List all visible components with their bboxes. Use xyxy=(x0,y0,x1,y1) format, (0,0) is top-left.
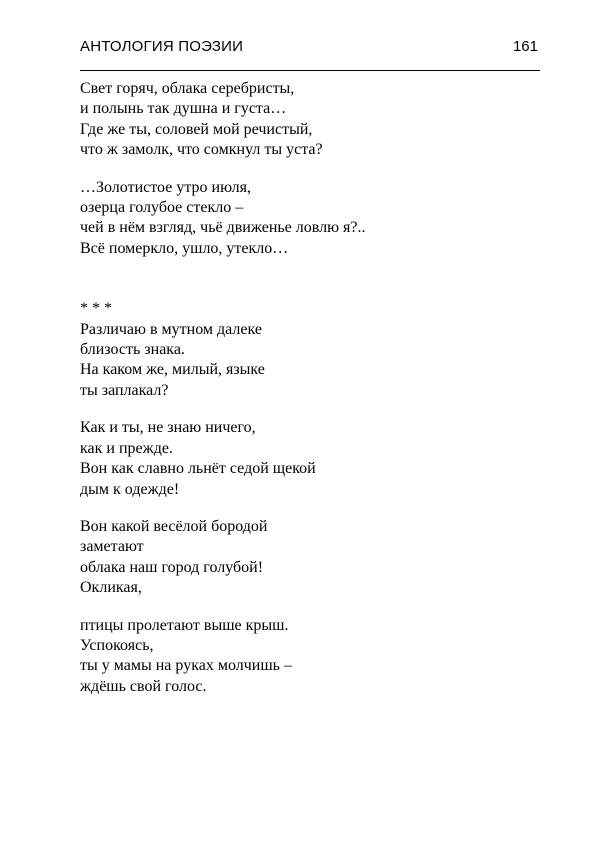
running-title: АНТОЛОГИЯ ПОЭЗИИ xyxy=(80,38,244,55)
poem2-stanza-1 xyxy=(80,320,540,402)
poem-line: ждёшь свой голос. xyxy=(80,677,207,695)
poem2-stanza-2 xyxy=(80,418,540,500)
poem-line: Всё померкло, ушло, утекло… xyxy=(80,239,289,257)
poem-line: чей в нём взгляд, чьё движенье ловлю я?.. xyxy=(80,219,366,237)
poem1-stanza-2 xyxy=(80,178,540,260)
poem-line: что ж замолк, что сомкнул ты уста? xyxy=(80,141,323,159)
poem-line: заметают xyxy=(80,538,144,556)
poem-line: и полынь так душна и густа… xyxy=(80,100,287,118)
poem-line: Различаю в мутном далеке xyxy=(80,320,262,338)
poem-line: Где же ты, соловей мой речистый, xyxy=(80,120,313,138)
poem-gap xyxy=(80,259,540,299)
stanza-gap xyxy=(80,599,540,616)
poem-line: Как и ты, не знаю ничего, xyxy=(80,419,256,437)
poem-line: Успокоясь, xyxy=(80,636,154,654)
poem-line: ты заплакал? xyxy=(80,381,169,399)
poem-line: На каком же, милый, языке xyxy=(80,361,265,379)
poem-line: облака наш город голубой! xyxy=(80,558,264,576)
poem-line: Свет горяч, облака серебристы, xyxy=(80,80,295,97)
poem2-stanza-3 xyxy=(80,517,540,599)
poem-line: Окликая, xyxy=(80,579,142,597)
stanza-gap xyxy=(80,161,540,178)
poem-line: близость знака. xyxy=(80,341,185,359)
header-rule xyxy=(80,70,540,71)
poem-text xyxy=(80,79,540,697)
stanza-gap xyxy=(80,401,540,418)
stanza-gap xyxy=(80,500,540,517)
poem-line: озерца голубое стекло – xyxy=(80,199,244,217)
poem-line: дым к одежде! xyxy=(80,480,180,498)
poem-line: как и прежде. xyxy=(80,439,173,457)
poem1-stanza-1 xyxy=(80,79,540,161)
running-header xyxy=(80,34,540,60)
poem-line: Вон как славно льнёт седой щекой xyxy=(80,460,316,478)
page-number: 161 xyxy=(512,38,538,55)
poem2-stanza-4 xyxy=(80,616,540,698)
poem-line: ты у мамы на руках молчишь – xyxy=(80,657,292,675)
poem-separator: * * * xyxy=(80,300,112,318)
poem-line: Вон какой весёлой бородой xyxy=(80,517,268,535)
poem-line: птицы пролетают выше крыш. xyxy=(80,616,289,634)
poem-line: …Золотистое утро июля, xyxy=(80,178,251,196)
